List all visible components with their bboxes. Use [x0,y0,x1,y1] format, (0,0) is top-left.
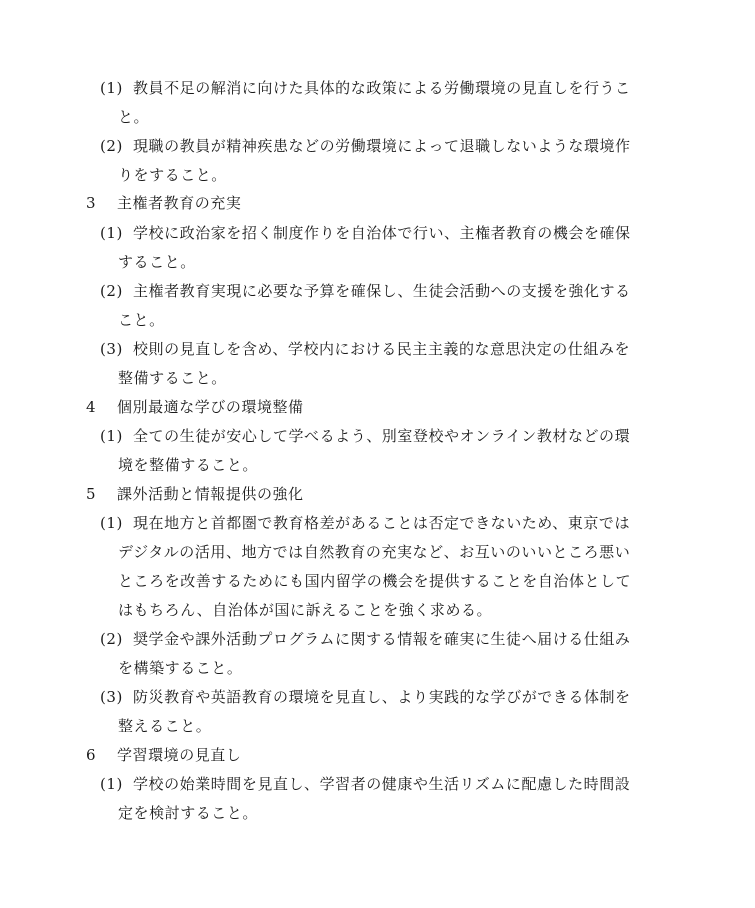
item-text-line: はもちろん、自治体が国に訴えることを強く求める。 [118,601,493,619]
item-number: (3) [100,340,123,358]
item-text-line: 整備すること。 [118,369,227,387]
item-text-line: 全ての生徒が安心して学べるよう、別室登校やオンライン教材などの環 [133,427,631,445]
item-text-line: 校則の見直しを含め、学校内における民主主義的な意思決定の仕組みを [133,340,631,358]
item-number: (1) [100,79,123,97]
item-text-line: ところを改善するためにも国内留学の機会を提供することを自治体として [118,572,632,590]
item-number: (1) [100,427,123,445]
item-text-line: デジタルの活用、地方では自然教育の充実など、お互いのいいところ悪い [118,543,631,561]
section-number: 6 [86,746,97,764]
item-text-line: 学校に政治家を招く制度作りを自治体で行い、主権者教育の機会を確保 [133,224,631,242]
section-heading: 個別最適な学びの環境整備 [117,398,304,416]
section-number: 4 [86,398,97,416]
item-text-line: 防災教育や英語教育の環境を見直し、より実践的な学びができる体制を [133,688,631,706]
item-number: (1) [100,514,123,532]
section-number: 3 [86,194,97,212]
item-number: (1) [100,224,123,242]
item-text-line: 奨学金や課外活動プログラムに関する情報を確実に生徒へ届ける仕組み [133,630,631,648]
item-text-line: 定を検討すること。 [118,804,258,822]
item-text-line: 整えること。 [118,717,212,735]
item-number: (2) [100,282,123,300]
item-text-line: 現在地方と首都圏で教育格差があることは否定できないため、東京では [133,514,631,532]
item-text-line: こと。 [118,311,165,329]
item-text-line: 境を整備すること。 [118,456,258,474]
item-number: (2) [100,630,123,648]
section-heading: 主権者教育の充実 [117,194,242,212]
item-number: (1) [100,775,123,793]
item-number: (2) [100,137,123,155]
item-text-line: りをすること。 [118,166,227,184]
section-number: 5 [86,485,97,503]
item-text-line: 主権者教育実現に必要な予算を確保し、生徒会活動への支援を強化する [133,282,631,300]
item-text-line: 現職の教員が精神疾患などの労働環境によって退職しないような環境作 [133,137,631,155]
item-text-line: 教員不足の解消に向けた具体的な政策による労働環境の見直しを行うこ [133,79,631,97]
item-number: (3) [100,688,123,706]
item-text-line: を構築すること。 [118,659,243,677]
item-text-line: すること。 [118,253,196,271]
item-text-line: と。 [118,108,150,126]
section-heading: 学習環境の見直し [117,746,242,764]
item-text-line: 学校の始業時間を見直し、学習者の健康や生活リズムに配慮した時間設 [133,775,631,793]
section-heading: 課外活動と情報提供の強化 [117,485,304,503]
